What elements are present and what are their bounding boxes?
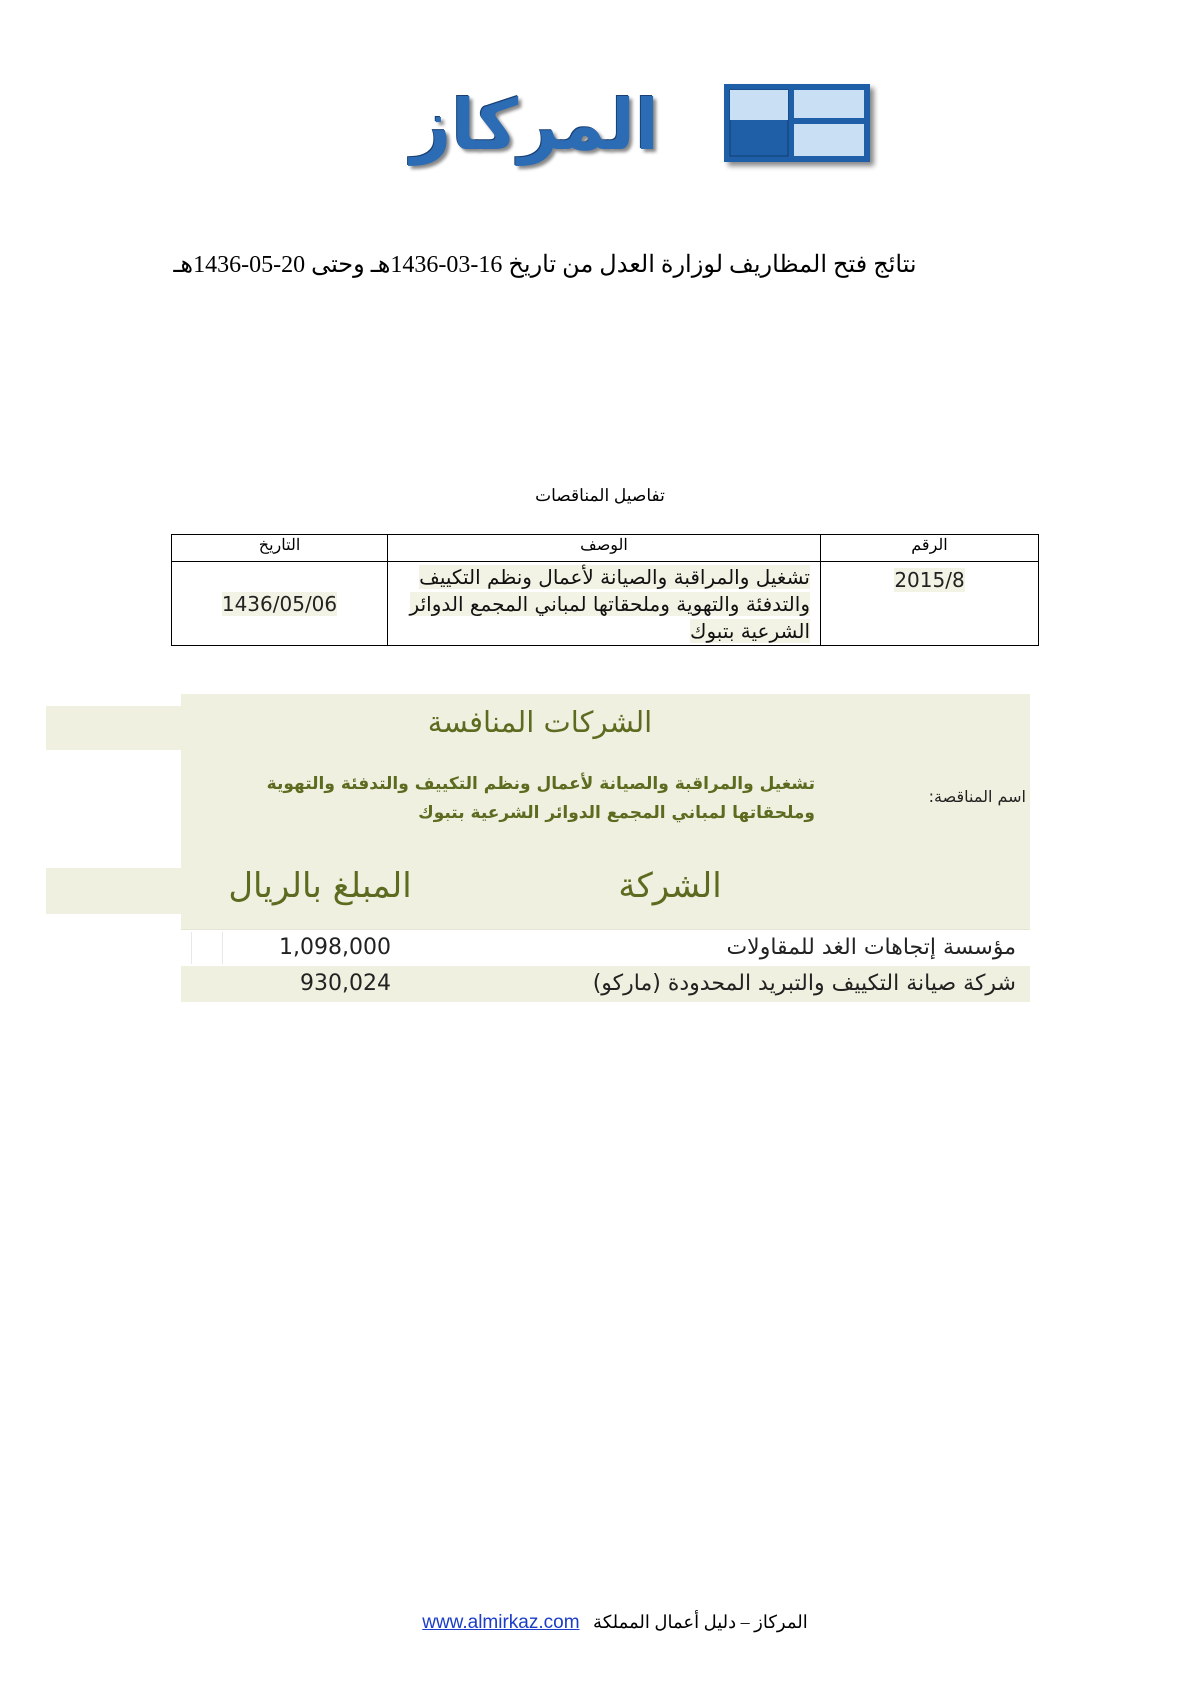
logo — [370, 78, 870, 173]
competitor-company: شركة صيانة التكييف والتبريد المحدودة (ماركو) — [592, 971, 1016, 996]
tender-number: 2015/8 — [821, 562, 1039, 646]
footer-text: المركاز – دليل أعمال المملكة — [593, 1612, 808, 1632]
column-header-description: الوصف — [388, 535, 821, 562]
tender-date: 1436/05/06 — [172, 562, 388, 646]
competitor-amount: 1,098,000 — [279, 935, 391, 960]
competitor-row — [181, 966, 1030, 1002]
cell-divider — [191, 932, 223, 964]
competitor-amount: 930,024 — [300, 971, 391, 996]
logo-grid-icon — [724, 84, 870, 162]
tender-section-heading: تفاصيل المناقصات — [535, 486, 665, 505]
column-header-amount: المبلغ بالريال — [228, 866, 412, 906]
tender-description: تشغيل والمراقبة والصيانة لأعمال ونظم التكييف والتدفئة والتهوية وملحقاتها لمباني المجمع الدوائر الشرعية بتبوك — [388, 562, 821, 646]
logo-text: المركاز — [410, 84, 660, 166]
tender-name-value: تشغيل والمراقبة والصيانة لأعمال ونظم التكييف والتدفئة والتهوية وملحقاتها لمباني المجمع الدوائر الشرعية بتبوك — [266, 774, 815, 823]
column-header-number: الرقم — [821, 535, 1039, 562]
tender-table-header — [172, 535, 1039, 562]
panel-decoration — [46, 706, 181, 750]
competitor-company: مؤسسة إتجاهات الغد للمقاولات — [726, 935, 1016, 960]
panel-decoration — [46, 868, 181, 914]
column-header-company: الشركة — [618, 866, 722, 906]
column-header-date: التاريخ — [172, 535, 388, 562]
competitor-row — [181, 929, 1030, 966]
page-title: نتائج فتح المظاريف لوزارة العدل من تاريخ 16-03-1436هـ وحتى 20-05-1436هـ — [173, 252, 917, 278]
footer — [380, 1612, 850, 1634]
footer-website-link[interactable]: www.almirkaz.com — [422, 1612, 580, 1633]
tender-table — [171, 534, 1039, 646]
competitors-title: الشركات المنافسة — [427, 705, 653, 739]
table-row — [172, 562, 1039, 646]
tender-name-label: اسم المناقصة: — [928, 787, 1026, 806]
